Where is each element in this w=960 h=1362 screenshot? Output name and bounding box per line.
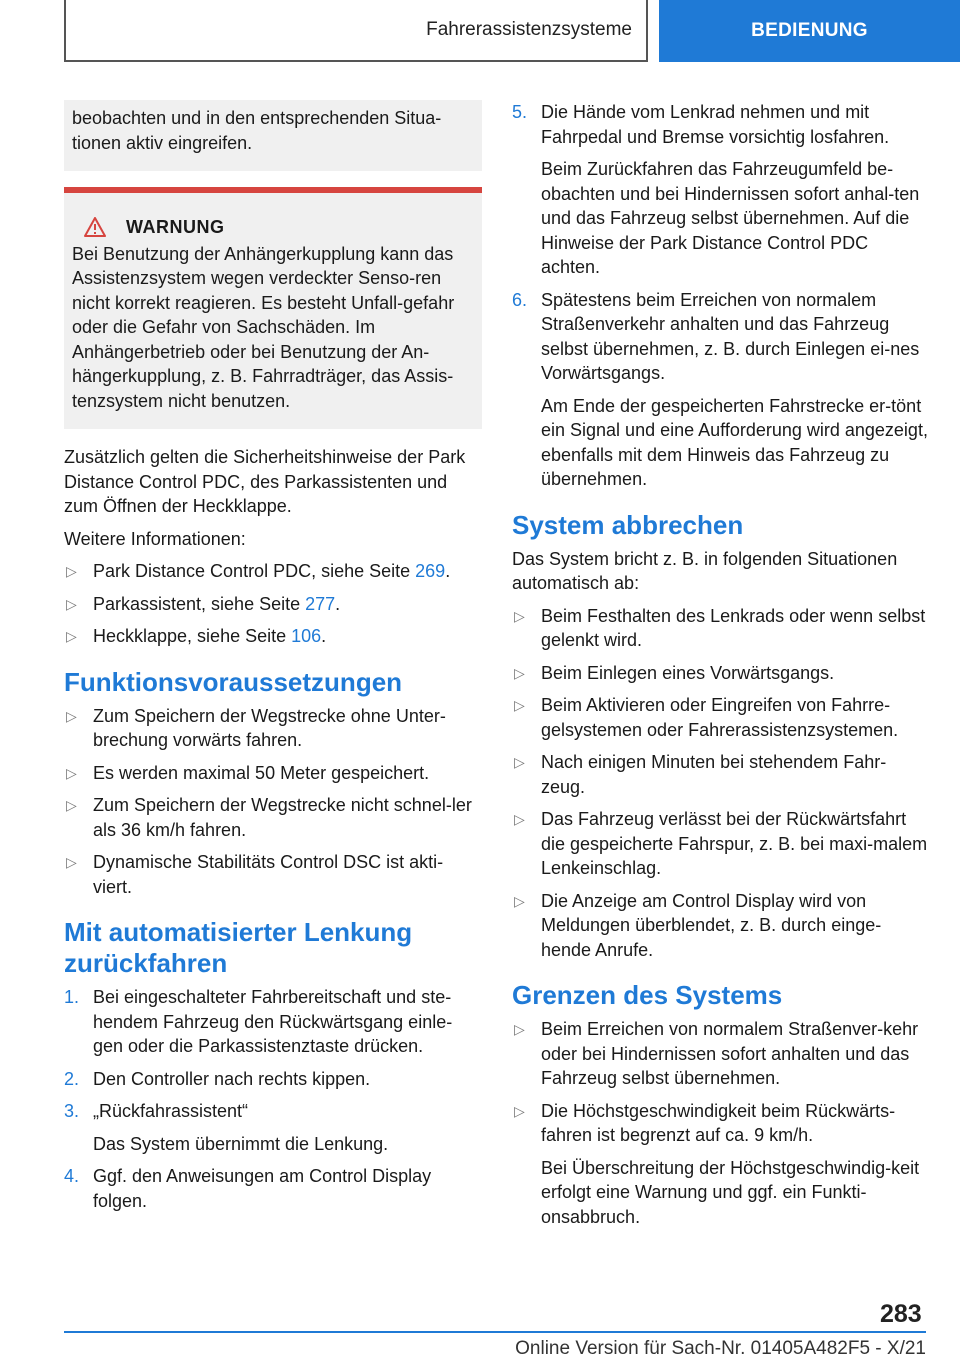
list-item: ▷ Die Anzeige am Control Display wird von Meldungen überblendet, z. B. durch einge-hende Anrufe.	[514, 890, 882, 960]
list-item: ▷ Die Höchstgeschwindigkeit beim Rückwärts-fahren ist begrenzt auf ca. 9 km/h. Bei Überschreitung der Höchstgeschwindig-keit erfolgt eine Warnung und ggf. ein Funkti-onsabbruch.	[512, 1099, 928, 1230]
page-link-269[interactable]: 269	[415, 561, 446, 581]
step-item: 4. Ggf. den Anweisungen am Control Display folgen.	[64, 1166, 432, 1211]
page-number: 283	[880, 1300, 922, 1328]
list-item: ▷ Beim Aktivieren oder Eingreifen von Fahrre-gelsystemen oder Fahrerassistenzsystemen.	[514, 695, 899, 740]
bullet-triangle-icon: ▷	[514, 811, 525, 827]
bullet-triangle-icon: ▷	[66, 707, 77, 724]
step-number: 4.	[64, 1166, 80, 1186]
bullet-triangle-icon: ▷	[66, 854, 77, 870]
warning-triangle-icon	[84, 217, 106, 237]
list-item: ▷ Das Fahrzeug verlässt bei der Rückwärtsfahrt die gespeicherte Fahrspur, z. B. bei maxi-malem Lenkeinschlag.	[514, 809, 928, 878]
reference-list	[64, 559, 482, 649]
warning-box	[64, 187, 482, 429]
list-item: ▷ Dynamische Stabilitäts Control DSC ist akti-viert.	[66, 852, 444, 897]
page-header	[0, 0, 960, 66]
more-info-label: Weitere Informationen:	[64, 528, 246, 549]
list-item: ▷ Beim Erreichen von normalem Straßenver-kehr oder bei Hindernissen sofort anhalten und das Fahrzeug selbst übernehmen.	[514, 1019, 919, 1088]
heading-system-limits: Grenzen des Systems	[512, 980, 783, 1010]
step-subtext: Das System übernimmt die Lenkung.	[93, 1133, 389, 1154]
bullet-triangle-icon: ▷	[66, 628, 77, 644]
abort-list	[512, 604, 928, 963]
bullet-triangle-icon: ▷	[514, 892, 525, 909]
list-item: ▷ Beim Einlegen eines Vorwärtsgangs.	[512, 661, 928, 686]
bullet-triangle-icon: ▷	[66, 563, 77, 579]
reference-item: ▷ Park Distance Control PDC, siehe Seite 269.	[64, 559, 482, 584]
steps-list	[64, 985, 482, 1213]
abort-intro: Das System bricht z. B. in folgenden Situationen automatisch ab:	[512, 548, 898, 593]
bullet-triangle-icon: ▷	[66, 764, 77, 781]
list-item: ▷ Zum Speichern der Wegstrecke nicht schnel-ler als 36 km/h fahren.	[66, 795, 472, 840]
bullet-triangle-icon: ▷	[514, 1021, 525, 1037]
continued-note-box	[64, 100, 482, 171]
limits-list	[512, 1017, 928, 1229]
warning-text: Bei Benutzung der Anhängerkupplung kann das Assistenzsystem wegen verdeckter Senso-ren nicht korrekt reagieren. Es besteht Unfall-gefahr oder die Gefahr von Sachschäden. Im Anhängerbetrieb oder bei Benutzung der An-hängerkupplung, z. B. Fahrradträger, das Assis-tenzsystem nicht benutzen.	[72, 243, 455, 411]
left-column	[64, 100, 482, 1221]
right-column	[512, 100, 928, 1237]
list-item: ▷ Nach einigen Minuten bei stehendem Fahr-zeug.	[514, 752, 887, 797]
reference-item: ▷ Heckklappe, siehe Seite 106.	[64, 624, 482, 649]
requirements-list	[64, 704, 482, 900]
step-item: 3. „Rückfahrassistent“ Das System übernimmt die Lenkung.	[64, 1099, 482, 1156]
list-item: ▷ Zum Speichern der Wegstrecke ohne Unter-brechung vorwärts fahren.	[66, 705, 446, 750]
steps-list-continued	[512, 100, 928, 492]
safety-paragraph: Zusätzlich gelten die Sicherheitshinweise der Park Distance Control PDC, des Parkassistenten und zum Öffnen der Heckklappe.	[64, 447, 466, 516]
warning-title: WARNUNG	[126, 217, 225, 237]
step-number: 3.	[64, 1101, 80, 1121]
step-number: 2.	[64, 1068, 80, 1089]
step-item: 6. Spätestens beim Erreichen von normalem Straßenverkehr anhalten und das Fahrzeug selbst übernehmen, z. B. durch Einlegen ei-nes Vorwärtsgangs. Am Ende der gespeicherten Fahrstrecke er-tönt ein Signal und eine Aufforderung wird angezeigt, ebenfalls mit dem Hinweis das Fahrzeug zu übernehmen.	[512, 288, 928, 492]
bullet-triangle-icon: ▷	[66, 797, 77, 813]
online-version-text: Online Version für Sach-Nr. 01405A482F5 - X/21	[515, 1338, 926, 1359]
page-link-277[interactable]: 277	[305, 593, 336, 614]
step-number: 6.	[512, 289, 528, 310]
bullet-triangle-icon: ▷	[514, 697, 525, 713]
reference-item: ▷ Parkassistent, siehe Seite 277.	[64, 592, 482, 617]
bullet-triangle-icon: ▷	[514, 754, 525, 770]
heading-automated-steering: Mit automatisierter Lenkung zurückfahren	[64, 917, 413, 978]
step-subtext: Am Ende der gespeicherten Fahrstrecke er-tönt ein Signal und eine Aufforderung wird angezeigt, ebenfalls mit dem Hinweis das Fahrzeug zu übernehmen.	[541, 395, 928, 489]
step-item: 5. Die Hände vom Lenkrad nehmen und mit Fahrpedal und Bremse vorsichtig losfahren. Beim Zurückfahren das Fahrzeugumfeld be-obachten und bei Hindernissen sofort anhal-ten und das Fahrzeug selbst übernehmen. Auf die Hinweise der Park Distance Control PDC achten.	[512, 100, 928, 280]
continued-note-text: beobachten und in den entsprechenden Situa-tionen aktiv eingreifen.	[72, 108, 442, 153]
bullet-triangle-icon: ▷	[514, 607, 525, 624]
list-item: ▷ Es werden maximal 50 Meter gespeichert.	[64, 761, 482, 786]
chapter-tab[interactable]	[659, 0, 960, 62]
page-link-106[interactable]: 106	[291, 626, 322, 646]
heading-function-requirements: Funktionsvoraussetzungen	[64, 666, 403, 697]
step-item: 1. Bei eingeschalteter Fahrbereitschaft und ste-hendem Fahrzeug den Rückwärtsgang einle-gen oder die Parkassistenztaste drücken.	[64, 987, 453, 1056]
section-tab	[64, 0, 648, 62]
bullet-triangle-icon: ▷	[514, 1102, 525, 1119]
footer-divider	[64, 1331, 926, 1333]
bullet-triangle-icon: ▷	[66, 595, 77, 612]
list-subtext: Bei Überschreitung der Höchstgeschwindig-keit erfolgt eine Warnung und ggf. ein Funkti-onsabbruch.	[541, 1157, 920, 1227]
step-subtext: Beim Zurückfahren das Fahrzeugumfeld be-obachten und bei Hindernissen sofort anhal-ten und das Fahrzeug selbst übernehmen. Auf die Hinweise der Park Distance Control PDC achten.	[541, 159, 920, 277]
heading-system-abort: System abbrechen	[512, 509, 744, 540]
section-title: Fahrerassistenzsysteme	[426, 19, 632, 40]
chapter-title: BEDIENUNG	[751, 20, 868, 41]
warning-header	[72, 215, 474, 240]
bullet-triangle-icon: ▷	[514, 664, 525, 681]
list-item: ▷ Beim Festhalten des Lenkrads oder wenn selbst gelenkt wird.	[514, 605, 926, 650]
step-item: 2. Den Controller nach rechts kippen.	[64, 1067, 482, 1092]
step-number: 1.	[64, 987, 80, 1007]
step-number: 5.	[512, 102, 528, 122]
